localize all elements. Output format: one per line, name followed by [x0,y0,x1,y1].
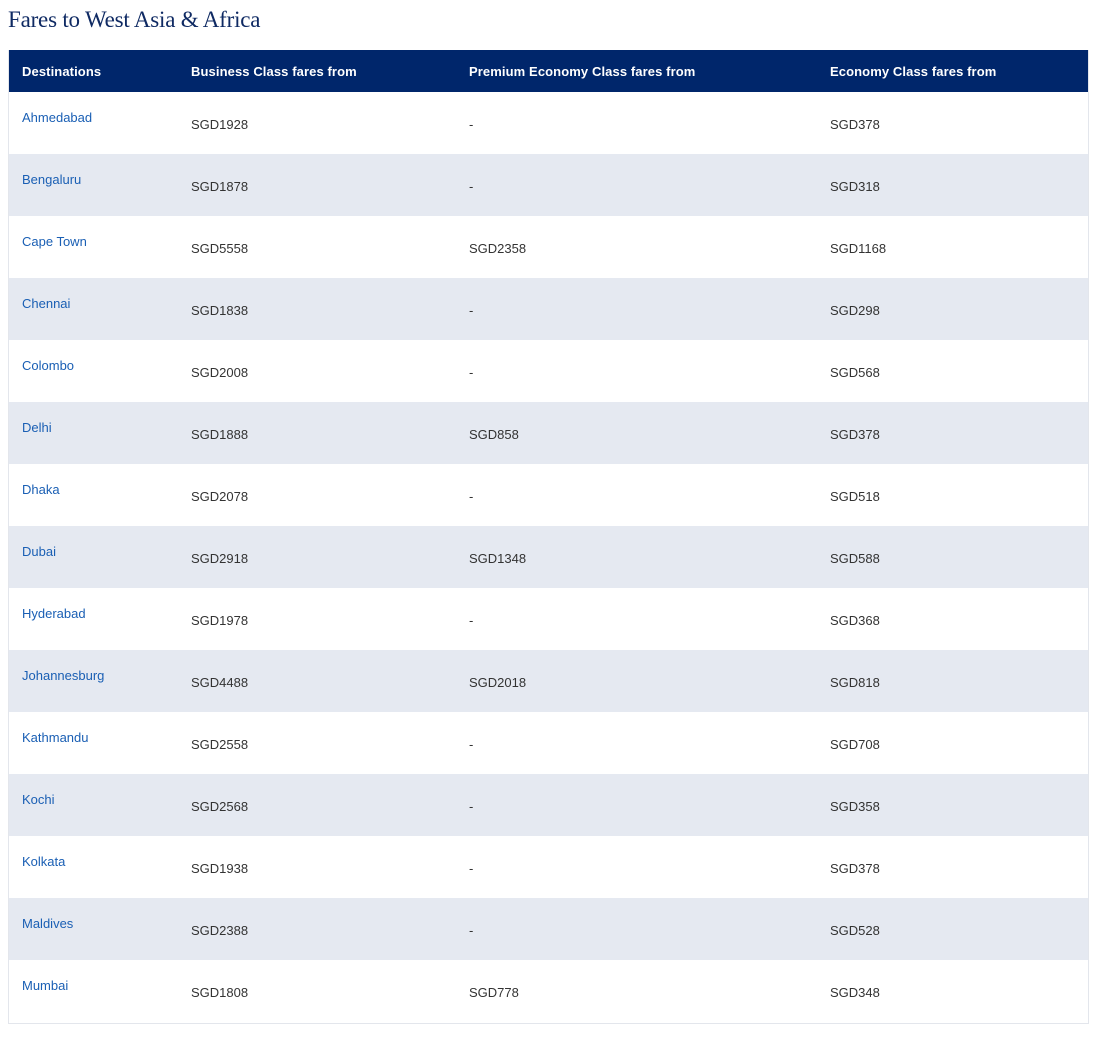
business-fare-cell: SGD1978 [191,612,249,628]
destination-link[interactable]: Cape Town [22,234,87,249]
destination-link[interactable]: Maldives [22,916,74,931]
table-row [9,588,1089,650]
table-row [9,402,1089,464]
destination-link[interactable]: Kochi [22,792,55,807]
destination-cell [9,464,191,526]
business-fare-cell: SGD2558 [191,736,249,752]
destination-cell [9,216,191,278]
destination-link[interactable]: Ahmedabad [22,110,93,125]
business-fare-cell: SGD2918 [191,550,249,566]
premium-economy-fare-cell: - [469,364,474,380]
destination-cell [9,340,191,402]
table-row [9,898,1089,960]
fares-table-container [8,50,1089,1024]
premium-economy-fare-cell: SGD2358 [469,240,527,256]
economy-fare-cell: SGD568 [830,364,880,380]
business-fare-cell: SGD2568 [191,798,249,814]
table-row [9,340,1089,402]
premium-economy-fare-cell: - [469,488,474,504]
economy-fare-cell: SGD378 [830,116,880,132]
destination-link[interactable]: Dhaka [22,482,60,497]
destination-cell [9,526,191,588]
destination-cell [9,712,191,774]
destination-cell [9,960,191,1022]
destination-cell [9,588,191,650]
destination-link[interactable]: Colombo [22,358,75,373]
destination-link[interactable]: Mumbai [22,978,69,993]
business-fare-cell: SGD5558 [191,240,249,256]
destination-link[interactable]: Kolkata [22,854,66,869]
page-title: Fares to West Asia & Africa [8,7,261,32]
fares-table-body [9,92,1089,1022]
destination-link[interactable]: Bengaluru [22,172,82,187]
table-row [9,712,1089,774]
economy-fare-cell: SGD368 [830,612,880,628]
destination-link[interactable]: Hyderabad [22,606,86,621]
economy-fare-cell: SGD528 [830,922,880,938]
premium-economy-fare-cell: SGD858 [469,426,519,442]
premium-economy-fare-cell: - [469,302,474,318]
header-business-class: Business Class fares from [191,63,357,79]
destination-link[interactable]: Delhi [22,420,52,435]
table-row [9,836,1089,898]
premium-economy-fare-cell: - [469,736,474,752]
premium-economy-fare-cell: SGD778 [469,984,519,1000]
header-premium-economy-class: Premium Economy Class fares from [469,63,696,79]
destination-link[interactable]: Dubai [22,544,56,559]
destination-cell [9,650,191,712]
economy-fare-cell: SGD588 [830,550,880,566]
economy-fare-cell: SGD318 [830,178,880,194]
destination-cell [9,154,191,216]
table-row [9,278,1089,340]
premium-economy-fare-cell: - [469,612,474,628]
economy-fare-cell: SGD348 [830,984,880,1000]
business-fare-cell: SGD1928 [191,116,249,132]
premium-economy-fare-cell: SGD1348 [469,550,527,566]
business-fare-cell: SGD1888 [191,426,249,442]
table-row [9,92,1089,154]
destination-cell [9,836,191,898]
business-fare-cell: SGD1938 [191,860,249,876]
destination-link[interactable]: Kathmandu [22,730,89,745]
destination-cell [9,402,191,464]
business-fare-cell: SGD1838 [191,302,249,318]
table-row [9,526,1089,588]
destination-cell [9,92,191,154]
premium-economy-fare-cell: - [469,178,474,194]
destination-cell [9,898,191,960]
business-fare-cell: SGD4488 [191,674,249,690]
economy-fare-cell: SGD358 [830,798,880,814]
premium-economy-fare-cell: - [469,860,474,876]
table-row [9,774,1089,836]
business-fare-cell: SGD2078 [191,488,249,504]
header-economy-class: Economy Class fares from [830,63,997,79]
table-row [9,154,1089,216]
economy-fare-cell: SGD1168 [830,240,887,256]
premium-economy-fare-cell: - [469,798,474,814]
economy-fare-cell: SGD378 [830,860,880,876]
destination-cell [9,774,191,836]
table-row [9,960,1089,1022]
fares-table-header [9,50,1089,92]
header-row [9,50,1089,92]
business-fare-cell: SGD1878 [191,178,249,194]
economy-fare-cell: SGD518 [830,488,880,504]
table-row [9,650,1089,712]
premium-economy-fare-cell: - [469,922,474,938]
economy-fare-cell: SGD708 [830,736,880,752]
premium-economy-fare-cell: SGD2018 [469,674,527,690]
header-destinations: Destinations [22,63,102,79]
destination-cell [9,278,191,340]
business-fare-cell: SGD1808 [191,984,249,1000]
economy-fare-cell: SGD378 [830,426,880,442]
business-fare-cell: SGD2388 [191,922,249,938]
premium-economy-fare-cell: - [469,116,474,132]
table-row [9,464,1089,526]
table-row [9,216,1089,278]
economy-fare-cell: SGD818 [830,674,880,690]
economy-fare-cell: SGD298 [830,302,880,318]
destination-link[interactable]: Chennai [22,296,71,311]
business-fare-cell: SGD2008 [191,364,249,380]
fares-table [9,50,1089,1022]
destination-link[interactable]: Johannesburg [22,668,105,683]
